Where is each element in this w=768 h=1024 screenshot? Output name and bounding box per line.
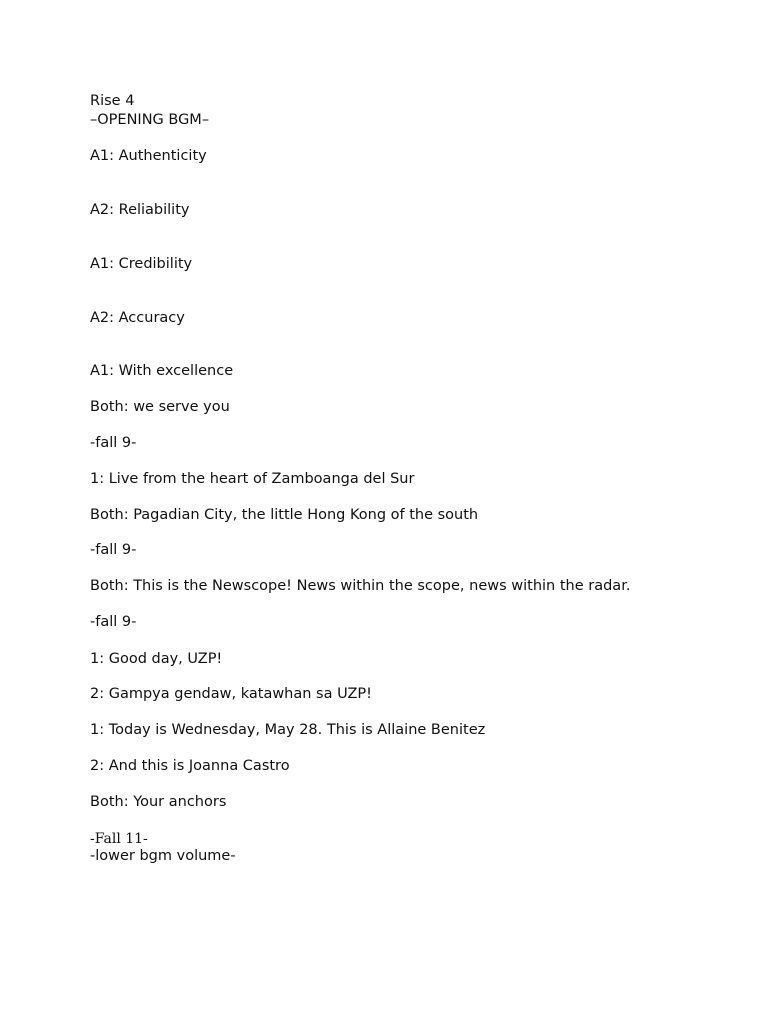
script-line: 2: Gampya gendaw, katawhan sa UZP! bbox=[90, 686, 372, 702]
script-line: 1: Live from the heart of Zamboanga del Sur bbox=[90, 471, 415, 487]
script-line-cue: -lower bgm volume- bbox=[90, 848, 236, 864]
script-line-cue: -Fall 11- bbox=[90, 831, 148, 847]
script-line: A2: Accuracy bbox=[90, 310, 185, 326]
script-line-title: Rise 4 bbox=[90, 93, 135, 109]
script-line-cue: -fall 9- bbox=[90, 435, 137, 451]
script-line: Both: This is the Newscope! News within the scope, news within the radar. bbox=[90, 578, 631, 594]
script-line: 1: Good day, UZP! bbox=[90, 651, 223, 667]
script-line: A2: Reliability bbox=[90, 202, 190, 218]
script-line: Both: we serve you bbox=[90, 399, 230, 415]
script-line: Both: Pagadian City, the little Hong Kong of the south bbox=[90, 507, 479, 523]
script-line: A1: Authenticity bbox=[90, 148, 207, 164]
script-line: 1: Today is Wednesday, May 28. This is Allaine Benitez bbox=[90, 722, 486, 738]
script-line-cue: -fall 9- bbox=[90, 542, 137, 558]
script-line-opening-bgm: –OPENING BGM– bbox=[90, 112, 210, 128]
script-line: A1: With excellence bbox=[90, 363, 234, 379]
script-line: Both: Your anchors bbox=[90, 794, 227, 810]
script-line-cue: -fall 9- bbox=[90, 614, 137, 630]
script-line: A1: Credibility bbox=[90, 256, 193, 272]
script-line: 2: And this is Joanna Castro bbox=[90, 758, 290, 774]
